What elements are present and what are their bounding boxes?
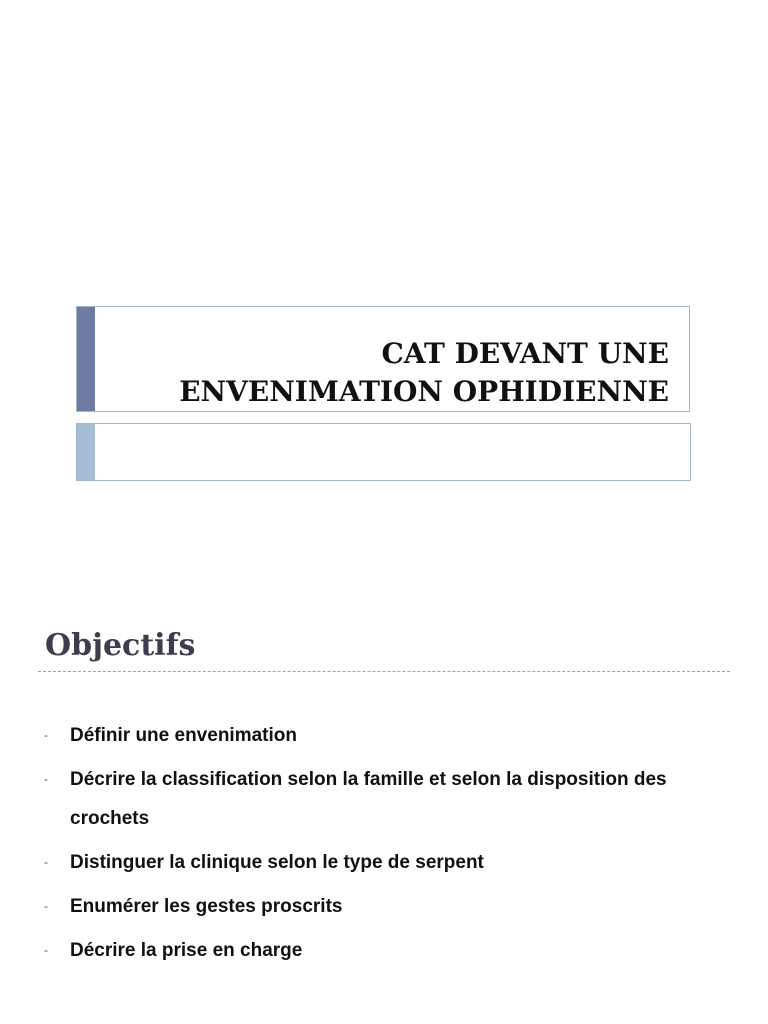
bullet-dash: -	[44, 772, 48, 786]
list-item-text: Définir une envenimation	[70, 725, 297, 746]
bullet-dash: -	[44, 943, 48, 957]
title-box	[76, 306, 690, 412]
subtitle-box	[76, 423, 691, 481]
title-accent-bar	[77, 307, 95, 411]
bullet-dash: -	[44, 728, 48, 742]
bullet-dash: -	[44, 855, 48, 869]
list-item-text: Enumérer les gestes proscrits	[70, 896, 343, 917]
bullet-dash: -	[44, 899, 48, 913]
list-item	[44, 843, 734, 882]
list-item-text: Distinguer la clinique selon le type de serpent	[70, 852, 484, 873]
list-item-text: Décrire la prise en charge	[70, 940, 303, 961]
list-item	[44, 716, 734, 755]
slide-title-line-2: ENVENIMATION OPHIDIENNE	[179, 375, 669, 408]
objectives-divider	[38, 671, 730, 672]
objectives-list	[44, 716, 734, 975]
list-item	[44, 931, 734, 970]
list-item	[44, 887, 734, 926]
list-item-text: Décrire la classification selon la famille et selon la disposition des crochets	[70, 769, 667, 829]
objectives-heading: Objectifs	[45, 628, 196, 663]
list-item	[44, 760, 734, 838]
slide-title	[179, 335, 669, 411]
slide-title-line-1: CAT DEVANT UNE	[381, 337, 669, 370]
subtitle-accent-bar	[77, 424, 95, 480]
